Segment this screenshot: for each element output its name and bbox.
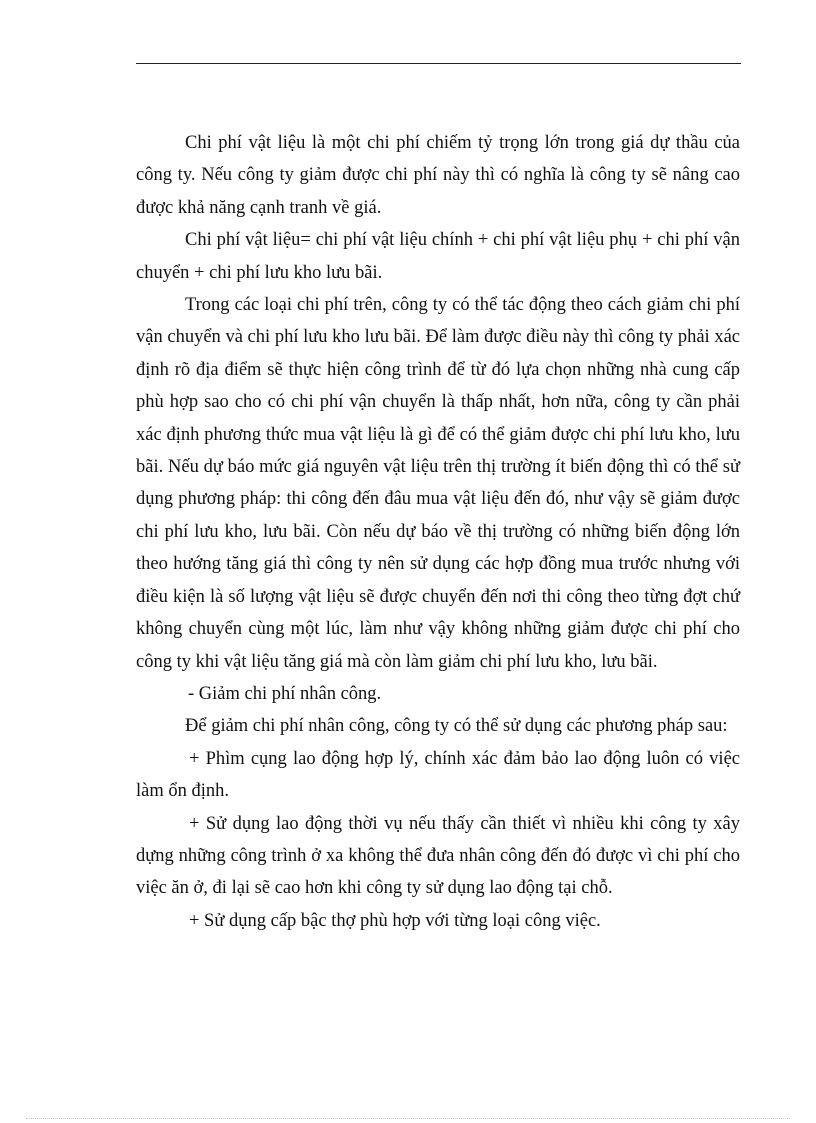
header-rule	[136, 63, 741, 64]
paragraph-cost-reduction: Trong các loại chi phí trên, công ty có thể tác động theo cách giảm chi phí vận chuyển và chi phí lưu kho lưu bãi. Để làm được điều này thì công ty phải xác định rõ địa điểm sẽ thực hiện công trình để từ đó lựa chọn những nhà cung cấp phù hợp sao cho có chi phí vận chuyển là thấp nhất, hơn nữa, công ty cần phải xác định phương thức mua vật liệu là gì để có thể giảm được chi phí lưu kho, lưu bãi. Nếu dự báo mức giá nguyên vật liệu trên thị trường ít biến động thì có thể sử dụng phương pháp: thi công đến đâu mua vật liệu đến đó, như vậy sẽ giảm được chi phí lưu kho, lưu bãi. Còn nếu dự báo về thị trường có những biến động lớn theo hướng tăng giá thì công ty nên sử dụng các hợp đồng mua trước nhưng với điều kiện là số lượng vật liệu sẽ được chuyển đến nơi thi công theo từng đợt chứ không chuyển cùng một lúc, làm như vậy không những giảm được chi phí cho công ty khi vật liệu tăng giá mà còn làm giảm chi phí lưu kho, lưu bãi.	[136, 295, 740, 672]
paragraph-labor-heading: - Giảm chi phí nhân công.	[188, 683, 382, 704]
paragraph-material-formula: Chi phí vật liệu= chi phí vật liệu chính + chi phí vật liệu phụ + chi phí vận chuyển + chi phí lưu kho lưu bãi.	[136, 230, 740, 283]
paragraph-labor-intro: Để giảm chi phí nhân công, công ty có thể sử dụng các phương pháp sau:	[185, 716, 728, 737]
list-item-worker-grade: + Sử dụng cấp bậc thợ phù hợp với từng loại công việc.	[189, 910, 601, 931]
footer-rule	[26, 1118, 790, 1119]
document-body	[136, 127, 740, 937]
list-item-labor-allocation: + Phìm cụng lao động hợp lý, chính xác đảm bảo lao động luôn có việc làm ổn định.	[136, 748, 740, 802]
list-item-seasonal-labor: + Sử dụng lao động thời vụ nếu thấy cần thiết vì nhiều khi công ty xây dựng những công trình ở xa không thể đưa nhân công đến đó được vì chi phí cho việc ăn ở, đi lại sẽ cao hơn khi công ty sử dụng lao động tại chỗ.	[136, 813, 740, 899]
paragraph-material-cost: Chi phí vật liệu là một chi phí chiếm tỷ trọng lớn trong giá dự thầu của công ty. Nếu công ty giảm được chi phí này thì có nghĩa là công ty sẽ nâng cao được khả năng cạnh tranh về giá.	[136, 133, 740, 218]
